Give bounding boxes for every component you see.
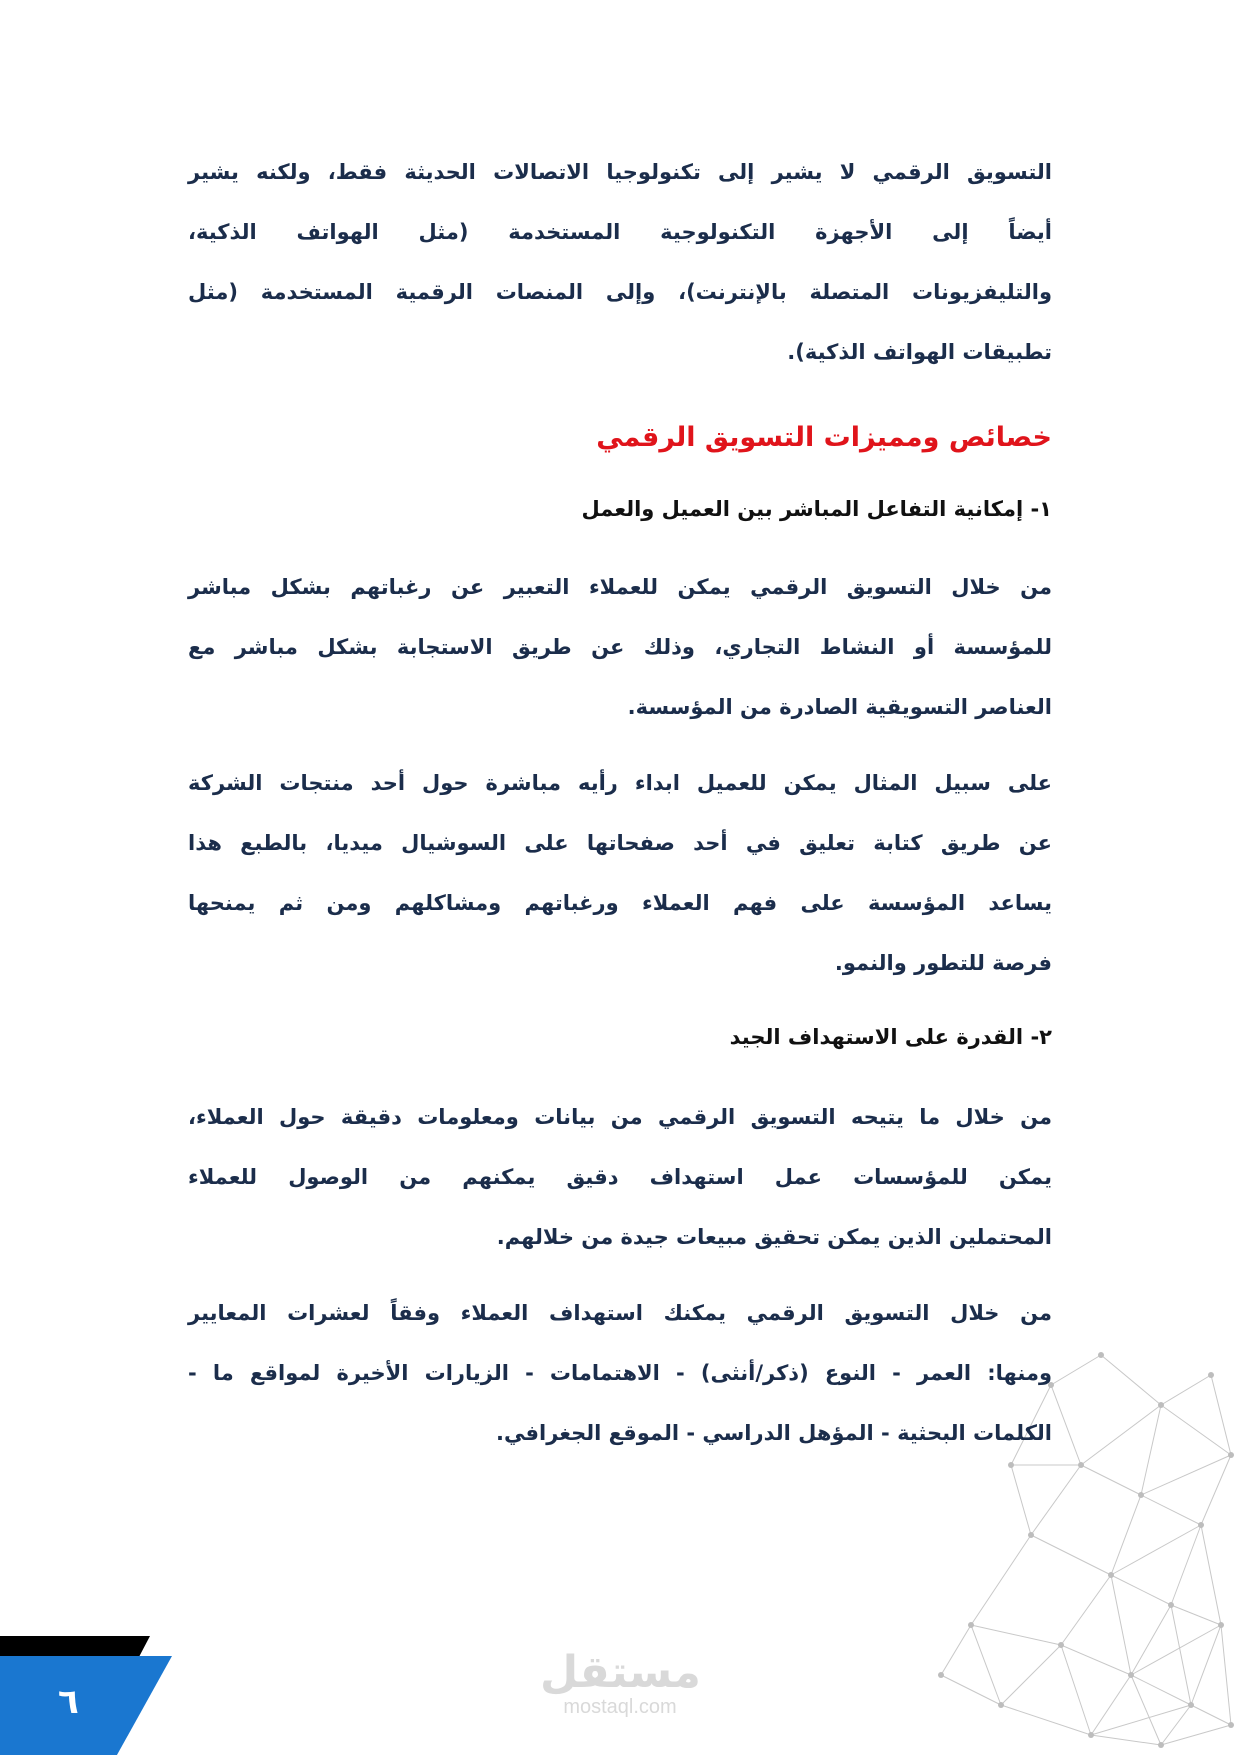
- paragraph-line: والتليفزيونات المتصلة بالإنترنت)، وإلى المنصات الرقمية المستخدمة (مثل: [188, 280, 1052, 304]
- paragraph-line: تطبيقات الهواتف الذكية).: [787, 340, 1052, 364]
- paragraph-line: عن طريق كتابة تعليق في أحد صفحاتها على السوشيال ميديا، بالطبع هذا: [188, 831, 1052, 855]
- footer-black-band: [0, 1636, 150, 1656]
- paragraph-line: للمؤسسة أو النشاط التجاري، وذلك عن طريق الاستجابة بشكل مباشر مع: [188, 635, 1052, 659]
- paragraph-line: من خلال التسويق الرقمي يمكن للعملاء التعبير عن رغباتهم بشكل مباشر: [188, 575, 1052, 599]
- paragraph-line: الكلمات البحثية - المؤهل الدراسي - الموقع الجغرافي.: [496, 1421, 1052, 1445]
- paragraph-line: ومنها: العمر - النوع (ذكر/أنثى) - الاهتمامات - الزيارات الأخيرة لمواقع ما -: [188, 1361, 1052, 1385]
- paragraph-line: أيضاً إلى الأجهزة التكنولوجية المستخدمة (مثل الهواتف الذكية،: [188, 220, 1052, 244]
- paragraph-line: على سبيل المثال يمكن للعميل ابداء رأيه مباشرة حول أحد منتجات الشركة: [188, 771, 1052, 795]
- watermark-arabic: مستقل: [540, 1647, 701, 1698]
- page-number: ٦: [58, 1682, 79, 1722]
- paragraph-line: التسويق الرقمي لا يشير إلى تكنولوجيا الاتصالات الحديثة فقط، ولكنه يشير: [188, 160, 1052, 184]
- footer-blue-band: [0, 1656, 172, 1755]
- subheading-1: ١- إمكانية التفاعل المباشر بين العميل والعمل: [581, 497, 1052, 521]
- watermark-url: mostaql.com: [563, 1696, 677, 1718]
- paragraph-line: من خلال التسويق الرقمي يمكنك استهداف العملاء وفقاً لعشرات المعايير: [188, 1301, 1052, 1325]
- paragraph-line: يمكن للمؤسسات عمل استهداف دقيق يمكنهم من الوصول للعملاء: [188, 1165, 1052, 1189]
- watermark: [540, 1647, 701, 1719]
- paragraph-line: المحتملين الذين يمكن تحقيق مبيعات جيدة من خلالهم.: [496, 1225, 1052, 1249]
- paragraph-line: فرصة للتطور والنمو.: [834, 951, 1052, 975]
- section-heading: خصائص ومميزات التسويق الرقمي: [596, 422, 1052, 453]
- subheading-2: ٢- القدرة على الاستهداف الجيد: [729, 1025, 1052, 1049]
- paragraph-line: العناصر التسويقية الصادرة من المؤسسة.: [627, 695, 1052, 719]
- network-decoration: [911, 1325, 1241, 1755]
- paragraph-line: يساعد المؤسسة على فهم العملاء ورغباتهم ومشاكلهم ومن ثم يمنحها: [188, 891, 1052, 915]
- paragraph-line: من خلال ما يتيحه التسويق الرقمي من بيانات ومعلومات دقيقة حول العملاء،: [188, 1105, 1052, 1129]
